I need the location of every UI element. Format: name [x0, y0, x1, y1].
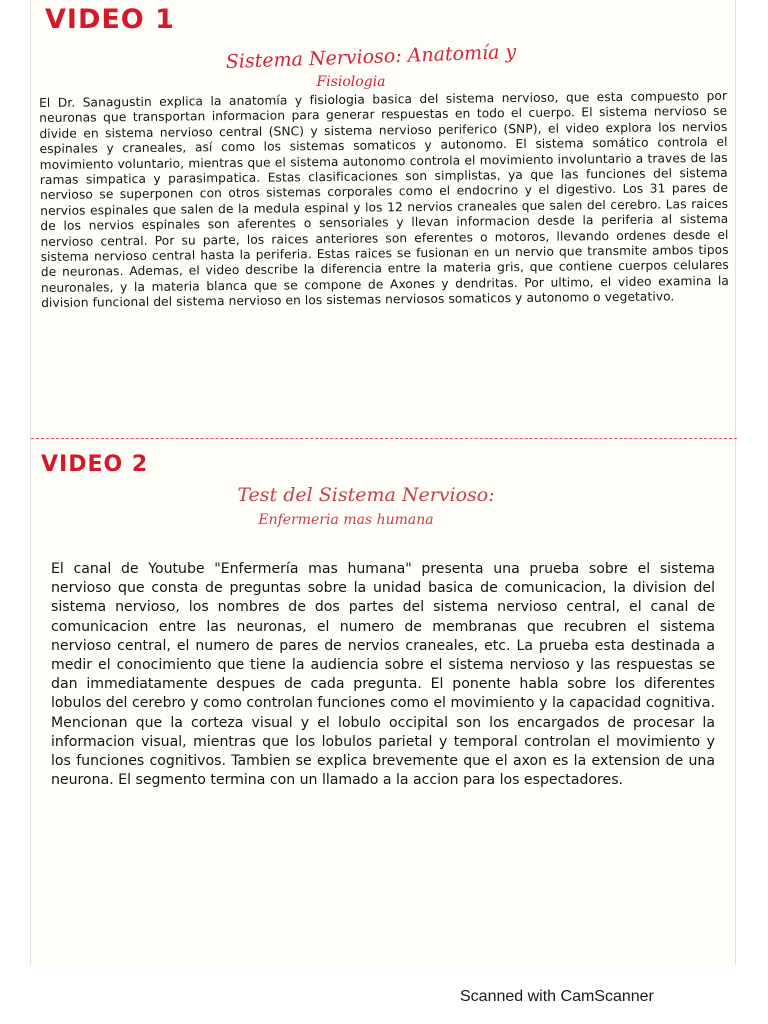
video2-title: Test del Sistema Nervioso:	[237, 484, 495, 506]
scanned-page	[30, 0, 736, 965]
video1-title-continued: Fisiologia	[316, 74, 386, 90]
section-divider	[31, 438, 737, 439]
video1-title: Sistema Nervioso: Anatomía y	[225, 40, 517, 74]
video1-heading: VIDEO 1	[45, 4, 175, 35]
camscanner-watermark: Scanned with CamScanner	[460, 988, 654, 1005]
video1-summary: El Dr. Sanagustin explica la anatomía y fisiologia basica del sistema nervioso, que esta compuesto por neuronas que transportan informacion para generar respuestas en todo el cuerpo. El sistema nervioso se divide en sistema nervioso central (SNC) y sistema nervioso periferico (SNP), el video explora los nervios espinales y craneales, así como los sistemas somaticos y autonomo. El sistema somático controla el movimiento voluntario, mientras que el sistema autonomo controla el movimiento involuntario a traves de las ramas simpatica y parasimpatica. Estas clasificaciones son simplistas, ya que las funciones del sistema nervioso se superponen con otros sistemas corporales como el endocrino y el digestivo. Los 31 pares de nervios espinales que salen de la medula espinal y los 12 nervios craneales que salen del cerebro. Las raices de los nervios espinales son aferentes o sensoriales y llevan informacion desde la periferia al sistema nervioso central. Por su parte, los raices anteriores son eferentes o motoros, llevando ordenes desde el sistema nervioso central hasta la periferia. Estas raices se fusionan en un nervio que transmite ambos tipos de neuronas. Ademas, el video describe la diferencia entre la materia gris, que contiene cuerpos celulares neuronales, y la materia blanca que se compone de Axones y dendritas. Por ultimo, el video examina la division funcional del sistema nervioso en los sistemas nerviosos somaticos y autonomo o vegetativo.	[39, 88, 730, 311]
video2-heading: VIDEO 2	[41, 452, 149, 477]
video2-title-continued: Enfermeria mas humana	[258, 512, 434, 528]
video2-summary: El canal de Youtube "Enfermería mas humana" presenta una prueba sobre el sistema nervioso que consta de preguntas sobre la unidad basica de comunicacion, la division del sistema nervioso, los nombres de dos partes del sistema nervioso central, el canal de comunicacion entre las neuronas, el numero de membranas que recubren el sistema nervioso central, el numero de pares de nervios craneales, etc. La prueba esta destinada a medir el conocimiento que tiene la audiencia sobre el sistema nervioso y las respuestas se dan immediatamente despues de cada pregunta. El ponente habla sobre los diferentes lobulos del cerebro y como controlan funciones como el movimiento y la capacidad cognitiva. Mencionan que la corteza visual y el lobulo occipital son los encargados de procesar la informacion visual, mientras que los lobulos parietal y temporal controlan el movimiento y los funciones cognitivos. Tambien se explica brevemente que el axon es la extension de una neurona. El segmento termina con un llamado a la accion para los espectadores.	[51, 561, 715, 789]
